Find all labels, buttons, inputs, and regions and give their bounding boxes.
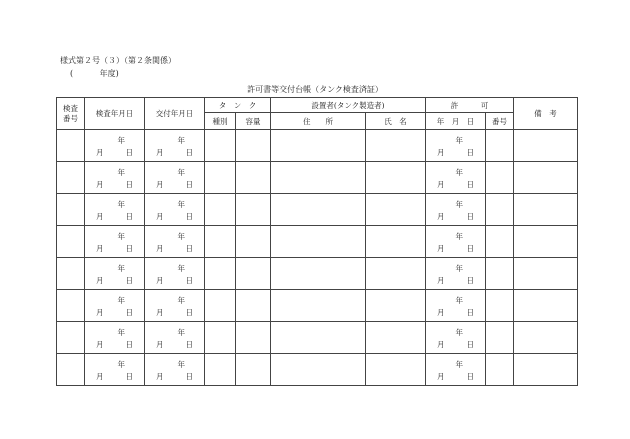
tank-type-cell[interactable] bbox=[205, 162, 236, 194]
day-label: 日 bbox=[466, 148, 475, 157]
name-cell[interactable] bbox=[366, 258, 426, 290]
day-label: 日 bbox=[125, 212, 133, 221]
remarks-cell[interactable] bbox=[514, 226, 578, 258]
permit-date-cell[interactable] bbox=[426, 354, 486, 386]
header-inspection-number-line1: 検査 bbox=[63, 103, 78, 113]
tank-type-cell[interactable] bbox=[205, 354, 236, 386]
permit-date-cell[interactable] bbox=[426, 226, 486, 258]
address-cell[interactable] bbox=[271, 322, 366, 354]
name-cell[interactable] bbox=[366, 226, 426, 258]
day-label: 日 bbox=[466, 212, 475, 221]
inspection-number-cell[interactable] bbox=[57, 258, 85, 290]
day-label: 日 bbox=[125, 244, 133, 253]
issue-date-cell[interactable] bbox=[145, 162, 205, 194]
tank-capacity-cell[interactable] bbox=[236, 290, 271, 322]
inspection-date-cell[interactable] bbox=[85, 194, 145, 226]
permit-date-cell[interactable] bbox=[426, 162, 486, 194]
day-label: 日 bbox=[185, 308, 193, 317]
year-label: 年 bbox=[455, 200, 464, 209]
year-label: 年 bbox=[117, 328, 125, 337]
day-label: 日 bbox=[466, 308, 475, 317]
name-cell[interactable] bbox=[366, 162, 426, 194]
inspection-date-cell[interactable] bbox=[85, 354, 145, 386]
day-label: 日 bbox=[466, 180, 475, 189]
tank-capacity-cell[interactable] bbox=[236, 258, 271, 290]
permit-number-cell[interactable] bbox=[486, 226, 514, 258]
inspection-number-cell[interactable] bbox=[57, 354, 85, 386]
address-cell[interactable] bbox=[271, 194, 366, 226]
inspection-number-cell[interactable] bbox=[57, 130, 85, 162]
inspection-number-cell[interactable] bbox=[57, 322, 85, 354]
day-label: 日 bbox=[466, 372, 475, 381]
year-label: 年 bbox=[455, 296, 464, 305]
month-label: 月 bbox=[156, 372, 164, 381]
address-cell[interactable] bbox=[271, 290, 366, 322]
name-cell[interactable] bbox=[366, 194, 426, 226]
fiscal-year-line bbox=[60, 68, 119, 79]
header-tank-capacity: 容量 bbox=[236, 113, 271, 130]
header-inspection-number-line2: 番号 bbox=[63, 113, 78, 123]
permit-date-cell[interactable] bbox=[426, 258, 486, 290]
year-label: 年 bbox=[455, 232, 464, 241]
month-label: 月 bbox=[437, 180, 445, 189]
inspection-date-cell[interactable] bbox=[85, 162, 145, 194]
month-label: 月 bbox=[437, 340, 445, 349]
month-label: 月 bbox=[96, 212, 104, 221]
month-label: 月 bbox=[156, 244, 164, 253]
day-label: 日 bbox=[185, 212, 193, 221]
inspection-number-cell[interactable] bbox=[57, 290, 85, 322]
address-cell[interactable] bbox=[271, 226, 366, 258]
issue-date-cell[interactable] bbox=[145, 322, 205, 354]
day-label: 日 bbox=[185, 180, 193, 189]
ledger-row bbox=[57, 322, 578, 354]
day-label: 日 bbox=[125, 372, 133, 381]
permit-date-cell[interactable] bbox=[426, 322, 486, 354]
address-cell[interactable] bbox=[271, 162, 366, 194]
month-label: 月 bbox=[437, 276, 445, 285]
month-label: 月 bbox=[437, 308, 445, 317]
month-label: 月 bbox=[156, 276, 164, 285]
issue-date-cell[interactable] bbox=[145, 354, 205, 386]
issue-date-cell[interactable] bbox=[145, 226, 205, 258]
remarks-cell[interactable] bbox=[514, 162, 578, 194]
year-label: 年 bbox=[177, 232, 185, 241]
name-cell[interactable] bbox=[366, 130, 426, 162]
header-issue-date: 交付年月日 bbox=[145, 98, 205, 130]
ledger-row bbox=[57, 258, 578, 290]
month-label: 月 bbox=[96, 372, 104, 381]
month-label: 月 bbox=[156, 212, 164, 221]
month-label: 月 bbox=[156, 180, 164, 189]
inspection-number-cell[interactable] bbox=[57, 226, 85, 258]
tank-capacity-cell[interactable] bbox=[236, 130, 271, 162]
issue-date-cell[interactable] bbox=[145, 290, 205, 322]
year-label: 年 bbox=[177, 200, 185, 209]
permit-number-cell[interactable] bbox=[486, 130, 514, 162]
month-label: 月 bbox=[96, 148, 104, 157]
year-label: 年 bbox=[117, 136, 125, 145]
year-label: 年 bbox=[177, 136, 185, 145]
year-label: 年 bbox=[117, 168, 125, 177]
tank-type-cell[interactable] bbox=[205, 258, 236, 290]
header-tank-type: 種別 bbox=[205, 113, 236, 130]
day-label: 日 bbox=[466, 340, 475, 349]
month-label: 月 bbox=[156, 340, 164, 349]
day-label: 日 bbox=[185, 148, 193, 157]
inspection-number-cell[interactable] bbox=[57, 162, 85, 194]
ledger-row bbox=[57, 130, 578, 162]
remarks-cell[interactable] bbox=[514, 130, 578, 162]
address-cell[interactable] bbox=[271, 354, 366, 386]
ledger-row bbox=[57, 226, 578, 258]
year-label: 年 bbox=[117, 360, 125, 369]
day-label: 日 bbox=[466, 244, 475, 253]
header-name: 氏 名 bbox=[366, 113, 426, 130]
year-label: 年 bbox=[177, 360, 185, 369]
tank-type-cell[interactable] bbox=[205, 290, 236, 322]
remarks-cell[interactable] bbox=[514, 290, 578, 322]
month-label: 月 bbox=[437, 212, 445, 221]
name-cell[interactable] bbox=[366, 322, 426, 354]
issue-date-cell[interactable] bbox=[145, 258, 205, 290]
day-label: 日 bbox=[125, 276, 133, 285]
header-address: 住 所 bbox=[271, 113, 366, 130]
ledger-row bbox=[57, 290, 578, 322]
remarks-cell[interactable] bbox=[514, 354, 578, 386]
permit-number-cell[interactable] bbox=[486, 258, 514, 290]
remarks-cell[interactable] bbox=[514, 258, 578, 290]
month-label: 月 bbox=[96, 180, 104, 189]
month-label: 月 bbox=[156, 148, 164, 157]
tank-type-cell[interactable] bbox=[205, 226, 236, 258]
tank-type-cell[interactable] bbox=[205, 130, 236, 162]
day-label: 日 bbox=[185, 244, 193, 253]
day-label: 日 bbox=[125, 180, 133, 189]
inspection-number-cell[interactable] bbox=[57, 194, 85, 226]
tank-capacity-cell[interactable] bbox=[236, 322, 271, 354]
ledger-row bbox=[57, 354, 578, 386]
header-permit-number: 番号 bbox=[486, 113, 514, 130]
month-label: 月 bbox=[437, 372, 445, 381]
address-cell[interactable] bbox=[271, 258, 366, 290]
permit-date-cell[interactable] bbox=[426, 290, 486, 322]
year-label: 年 bbox=[455, 136, 464, 145]
tank-capacity-cell[interactable] bbox=[236, 354, 271, 386]
permit-number-cell[interactable] bbox=[486, 354, 514, 386]
month-label: 月 bbox=[437, 148, 445, 157]
day-label: 日 bbox=[185, 276, 193, 285]
year-label: 年 bbox=[177, 296, 185, 305]
day-label: 日 bbox=[185, 372, 193, 381]
month-label: 月 bbox=[96, 244, 104, 253]
permit-number-cell[interactable] bbox=[486, 322, 514, 354]
name-cell[interactable] bbox=[366, 354, 426, 386]
ledger-title: 許可書等交付台帳（タンク検査済証） bbox=[247, 85, 383, 94]
ledger-row bbox=[57, 162, 578, 194]
tank-capacity-cell[interactable] bbox=[236, 162, 271, 194]
permit-number-cell[interactable] bbox=[486, 290, 514, 322]
ledger-row bbox=[57, 194, 578, 226]
fiscal-year-suffix: 年度) bbox=[99, 69, 119, 78]
ledger-table bbox=[56, 97, 578, 386]
issue-date-cell[interactable] bbox=[145, 130, 205, 162]
header-permit-date: 年 月 日 bbox=[426, 113, 486, 130]
header-permit: 許 可 bbox=[426, 98, 514, 113]
year-label: 年 bbox=[455, 328, 464, 337]
name-cell[interactable] bbox=[366, 290, 426, 322]
remarks-cell[interactable] bbox=[514, 322, 578, 354]
year-label: 年 bbox=[117, 232, 125, 241]
year-label: 年 bbox=[177, 168, 185, 177]
day-label: 日 bbox=[125, 340, 133, 349]
permit-number-cell[interactable] bbox=[486, 162, 514, 194]
day-label: 日 bbox=[185, 340, 193, 349]
year-label: 年 bbox=[177, 264, 185, 273]
year-label: 年 bbox=[117, 200, 125, 209]
header-remarks: 備 考 bbox=[514, 98, 578, 130]
ledger-body bbox=[57, 130, 578, 386]
permit-number-cell[interactable] bbox=[486, 194, 514, 226]
inspection-date-cell[interactable] bbox=[85, 290, 145, 322]
month-label: 月 bbox=[96, 276, 104, 285]
issue-date-cell[interactable] bbox=[145, 194, 205, 226]
remarks-cell[interactable] bbox=[514, 194, 578, 226]
day-label: 日 bbox=[466, 276, 475, 285]
month-label: 月 bbox=[96, 308, 104, 317]
year-label: 年 bbox=[455, 360, 464, 369]
year-label: 年 bbox=[117, 296, 125, 305]
month-label: 月 bbox=[156, 308, 164, 317]
permit-date-cell[interactable] bbox=[426, 194, 486, 226]
header-installer: 設置者(タンク製造者) bbox=[271, 98, 426, 113]
year-label: 年 bbox=[117, 264, 125, 273]
tank-capacity-cell[interactable] bbox=[236, 226, 271, 258]
month-label: 月 bbox=[96, 340, 104, 349]
day-label: 日 bbox=[125, 308, 133, 317]
fiscal-year-open-paren: ( bbox=[70, 69, 74, 78]
tank-type-cell[interactable] bbox=[205, 322, 236, 354]
year-label: 年 bbox=[455, 264, 464, 273]
inspection-date-cell[interactable] bbox=[85, 258, 145, 290]
tank-capacity-cell[interactable] bbox=[236, 194, 271, 226]
year-label: 年 bbox=[455, 168, 464, 177]
month-label: 月 bbox=[437, 244, 445, 253]
inspection-date-cell[interactable] bbox=[85, 322, 145, 354]
header-inspection-date: 検査年月日 bbox=[85, 98, 145, 130]
address-cell[interactable] bbox=[271, 130, 366, 162]
year-label: 年 bbox=[177, 328, 185, 337]
tank-type-cell[interactable] bbox=[205, 194, 236, 226]
form-number: 様式第２号（３）（第２条関係） bbox=[60, 56, 176, 65]
inspection-date-cell[interactable] bbox=[85, 130, 145, 162]
header-inspection-number bbox=[57, 98, 85, 130]
permit-date-cell[interactable] bbox=[426, 130, 486, 162]
header-tank: タ ン ク bbox=[205, 98, 271, 113]
day-label: 日 bbox=[125, 148, 133, 157]
inspection-date-cell[interactable] bbox=[85, 226, 145, 258]
